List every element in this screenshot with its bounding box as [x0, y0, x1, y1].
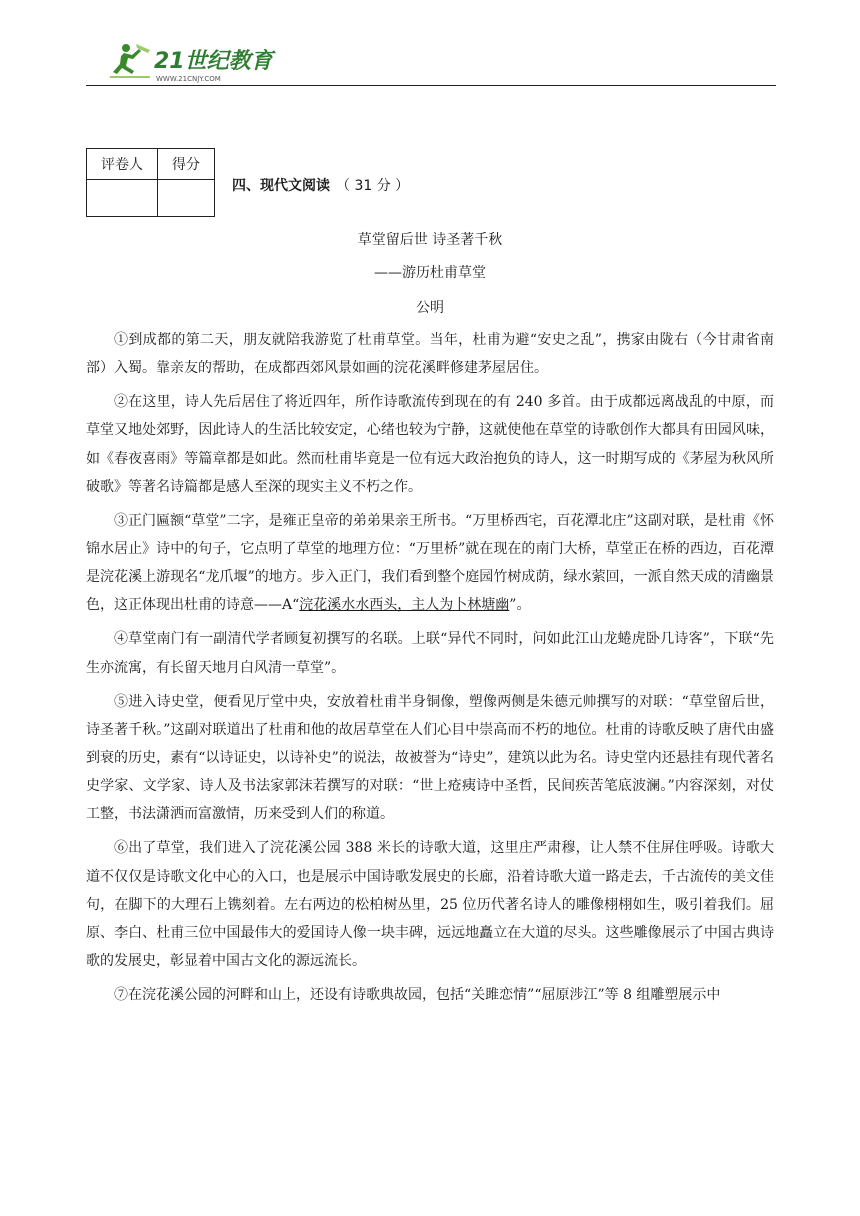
- grader-label: 评卷人: [87, 149, 158, 180]
- score-cell[interactable]: [158, 180, 215, 217]
- logo-url: WWW.21CNJY.COM: [156, 75, 221, 83]
- paragraph-4: ④草堂南门有一副清代学者顾复初撰写的名联。上联“异代不同时，问如此江山龙蜷虎卧几诗客”，下联“先生亦流寓，有长留天地月白风清一草堂”。: [86, 631, 774, 676]
- paragraph-6: ⑥出了草堂，我们进入了浣花溪公园 388 米长的诗歌大道，这里庄严肃穆，让人禁不住屏住呼吸。诗歌大道不仅仅是诗歌文化中心的入口，也是展示中国诗歌发展史的长廊，沿着诗歌大道一路走去，千古流传的美文佳句，在脚下的大理石上镌刻着。左右两边的松柏树丛里，25 位历代著名诗人的雕像栩栩如生，吸引着我们。屈原、李白、杜甫三位中国最伟大的爱国诗人像一块丰碑，远远地矗立在大道的尽头。这些雕像展示了中国古典诗歌的发展史，彰显着中国古文化的源远流长。: [86, 840, 774, 970]
- paragraph-1: ①到成都的第二天，朋友就陪我游览了杜甫草堂。当年，杜甫为避“安史之乱”，携家由陇右（今甘肃省南部）入蜀。靠亲友的帮助，在成都西郊风景如画的浣花溪畔修建茅屋居住。: [86, 332, 774, 377]
- article-author: 公明: [416, 300, 444, 316]
- paragraph-3-end: ”。: [509, 597, 531, 614]
- section-title: 四、现代文阅读: [232, 178, 330, 194]
- paragraph-2: ②在这里，诗人先后居住了将近四年，所作诗歌流传到现在的有 240 多首。由于成都远离战乱的中原，而草堂又地处郊野，因此诗人的生活比较安定，心绪也较为宁静，这就使他在草堂的诗歌创作大都具有田园风味，如《春夜喜雨》等篇章都是如此。然而杜甫毕竟是一位有远大政治抱负的诗人，这一时期写成的《茅屋为秋风所破歌》等著名诗篇都是感人至深的现实主义不朽之作。: [86, 394, 774, 495]
- underlined-quote-a: 浣花溪水水西头，主人为卜林塘幽: [299, 597, 510, 614]
- article-body: [86, 326, 774, 1015]
- page-header: [86, 36, 774, 88]
- score-label: 得分: [158, 149, 215, 180]
- grader-cell[interactable]: [87, 180, 158, 217]
- paragraph-3-text: ③正门匾额“草堂”二字，是雍正皇帝的弟弟果亲王所书。“万里桥西宅，百花潭北庄”这副对联，是杜甫《怀锦水居止》诗中的句子，它点明了草堂的地理方位：“万里桥”就在现在的南门大桥，草堂正在桥的西边，百花潭是浣花溪上游现名“龙爪堰”的地方。步入正门，我们看到整个庭园竹树成荫，绿水萦回，一派自然天成的清幽景色，这正体现出杜甫的诗意——A“: [86, 512, 774, 614]
- paragraph-5: ⑤进入诗史堂，便看见厅堂中央，安放着杜甫半身铜像，塑像两侧是朱德元帅撰写的对联：“草堂留后世，诗圣著千秋。”这副对联道出了杜甫和他的故居草堂在人们心目中崇高而不朽的地位。杜甫的诗歌反映了唐代由盛到衰的历史，素有“以诗证史，以诗补史”的说法，故被誉为“诗史”，建筑以此为名。诗史堂内还悬挂有现代著名史学家、文学家、诗人及书法家郭沫若撰写的对联：“世上疮痍诗中圣哲，民间疾苦笔底波澜。”内容深刻，对仗工整，书法潇洒而富激情，历来受到人们的称道。: [86, 693, 774, 823]
- section-points: （ 31 分 ）: [336, 178, 410, 194]
- paragraph-7: ⑦在浣花溪公园的河畔和山上，还设有诗歌典故园，包括“关雎恋情”“屈原涉江”等 8 组雕塑展示中: [114, 987, 721, 1004]
- header-divider: [86, 85, 776, 86]
- score-table: [86, 148, 215, 217]
- site-logo: [106, 40, 276, 84]
- article-title: 草堂留后世 诗圣著千秋: [357, 232, 503, 248]
- paragraph-3: [86, 507, 774, 620]
- logo-text: 21世纪教育: [154, 49, 273, 74]
- section-heading: [232, 175, 409, 195]
- article-subtitle: ——游历杜甫草堂: [374, 265, 486, 281]
